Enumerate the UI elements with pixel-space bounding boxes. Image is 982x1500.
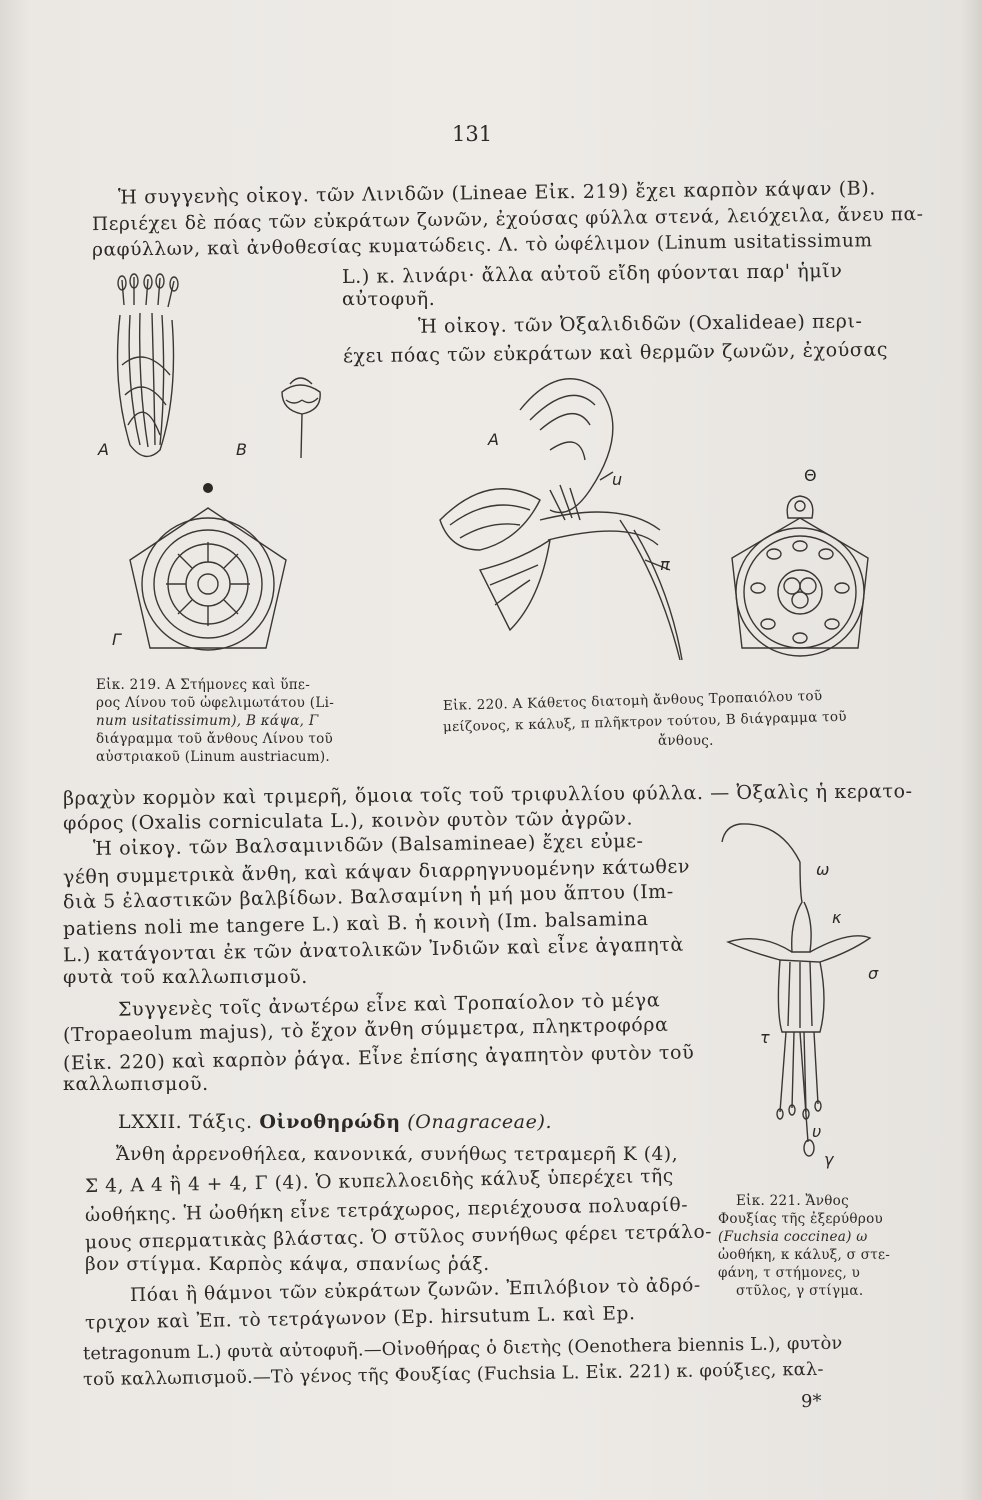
caption-line: Εἰκ. 219. Α Στήμονες καὶ ὕπε-: [96, 677, 311, 693]
figure-label: υ: [812, 1122, 822, 1141]
figure-label: π: [660, 555, 670, 574]
page-number: 131: [452, 122, 493, 146]
floral-diagram-tropaeolum: [728, 488, 888, 688]
caption-line: ἄνθους.: [658, 733, 714, 749]
text-line: ραφύλλων, καὶ ἀνθοθεσίας κυματώδεις. Λ. τὸ ὠφέλιμον (Linum usitatissimum: [91, 230, 873, 261]
caption-line: αὐστριακοῦ (Linum austriacum).: [96, 749, 330, 765]
caption-line: Φουξίας τῆς ἐξερύθρου: [718, 1211, 884, 1227]
figure-label: Α: [488, 430, 499, 449]
figure-label: τ: [760, 1028, 770, 1047]
text-line: ὠοθήκης. Ἡ ὠοθήκη εἶνε τετράχωρος, περιέχουσα πολυαρίθ-: [84, 1194, 689, 1227]
text-line: φυτὰ τοῦ καλλωπισμοῦ.: [63, 966, 308, 988]
section-number: LXXII. Τάξις.: [118, 1111, 253, 1133]
caption-line: Εἰκ. 220. Α Κάθετος διατομὴ ἄνθους Τροπαιόλου τοῦ: [442, 688, 823, 714]
text-line: Ἄνθη ἀρρενοθήλεα, κανονικά, συνήθως τετραμερῆ Κ (4),: [116, 1144, 679, 1165]
caption-line: στῦλος, γ στίγμα.: [736, 1283, 864, 1299]
text-line: Περιέχει δὲ πόας τῶν εὐκράτων ζωνῶν, ἐχούσας φύλλα στενά, λειόχειλα, ἄνευ πα-: [91, 203, 924, 236]
signature-mark: 9*: [801, 1391, 822, 1412]
text-line: Ἡ οἰκογ. τῶν Ὀξαλιδιδῶν (Oxalideae) περι-: [417, 310, 863, 338]
figure-label: σ: [868, 964, 879, 983]
figure-label: u: [612, 470, 623, 489]
figure-label: Α: [98, 440, 109, 459]
text-line: patiens noli me tangere L.) καὶ Β. ἡ κοινὴ (Im. balsamina: [62, 907, 649, 941]
text-line: tetragonum L.) φυτὰ αὐτοφυῆ.—Οἰνοθήρας ὁ διετὴς (Oenothera biennis L.), φυτὸν: [82, 1332, 843, 1365]
text-line: Ἡ οἰκογ. τῶν Βαλσαμινιδῶν (Balsamineae) ἔχει εὐμε-: [92, 830, 644, 860]
caption-line: φάνη, τ στήμονες, υ: [718, 1265, 861, 1281]
section-heading: [118, 1110, 552, 1134]
text-line: αὐτοφυῆ.: [342, 288, 436, 310]
section-title: Οἰνοθηρώδη: [259, 1111, 401, 1133]
figure-label: γ: [824, 1150, 834, 1169]
text-line: καλλωπισμοῦ.: [63, 1073, 209, 1095]
caption-line: ρος Λίνου τοῦ ὠφελιμωτάτου (Li-: [96, 695, 335, 711]
text-line: τριχον καὶ Ἐπ. τὸ τετράγωνον (Ep. hirsutum L. καὶ Ep.: [84, 1303, 636, 1334]
stamens-illustration: [100, 275, 200, 475]
text-line: γέθη συμμετρικὰ ἄνθη, καὶ κάψαν διαρρηγνυομένην κάτωθεν: [62, 855, 691, 889]
caption-line: μείζονος, κ κάλυξ, π πλῆκτρον τούτου, Β διάγραμμα τοῦ: [442, 708, 848, 736]
caption-line: διάγραμμα τοῦ ἄνθους Λίνου τοῦ: [96, 731, 334, 747]
text-line: Πόαι ἢ θάμνοι τῶν εὐκράτων ζωνῶν. Ἐπιλόβιον τὸ ἀδρό-: [129, 1275, 701, 1306]
caption-line: (Fuchsia coccinea) ω: [718, 1229, 868, 1245]
figure-label: Θ: [804, 466, 817, 485]
caption-line: ὠοθήκη, κ κάλυξ, σ στε-: [718, 1247, 891, 1263]
text-line: (Εἰκ. 220) καὶ καρπὸν ῥάγα. Εἶνε ἐπίσης ἀγαπητὸν φυτὸν τοῦ: [62, 1041, 695, 1075]
text-line: μους σπερματικὰς βλάστας. Ὁ στῦλος συνήθως φέρει τετράλο-: [84, 1221, 713, 1254]
text-line: Ἡ συγγενὴς οἰκογ. τῶν Λινιδῶν (Lineae Εἰκ. 219) ἔχει καρπὸν κάψαν (Β).: [117, 177, 877, 209]
text-line: Σ 4, Α 4 ἢ 4 + 4, Γ (4). Ὁ κυπελλοειδὴς κάλυξ ὑπερέχει τῆς: [84, 1165, 674, 1198]
text-line: διὰ 5 ἐλαστικῶν βαλβίδων. Βαλσαμίνη ἡ μή μου ἅπτου (Im-: [62, 880, 675, 914]
caption-line: num usitatissimum), Β κάψα, Γ: [96, 713, 319, 729]
figure-label: ω: [816, 860, 830, 879]
capsule-illustration: [272, 370, 332, 460]
text-line: Συγγενὲς τοῖς ἀνωτέρω εἶνε καὶ Τροπαίολον τὸ μέγα: [117, 989, 661, 1021]
fuchsia-flower-illustration: [720, 812, 890, 1162]
text-line: τοῦ καλλωπισμοῦ.—Τὸ γένος τῆς Φουξίας (Fuchsia L. Εἰκ. 221) κ. φούξιες, καλ-: [82, 1358, 824, 1391]
text-line: έχει πόας τῶν εὐκράτων καὶ θερμῶν ζωνῶν, ἐχούσας: [342, 338, 889, 368]
text-line: βραχὺν κορμὸν καὶ τριμερῆ, ὅμοια τοῖς τοῦ τριφυλλίου φύλλα. — Ὀξαλὶς ἡ κερατο-: [62, 780, 913, 810]
figure-label: Γ: [112, 630, 121, 649]
floral-diagram-linum: [106, 480, 306, 670]
text-line: (Tropaeolum majus), τὸ ἔχον ἄνθη σύμμετρα, πληκτροφόρα: [62, 1013, 669, 1047]
figure-label: κ: [832, 908, 842, 927]
section-latin-name: (Onagraceae).: [407, 1111, 553, 1133]
text-line: φόρος (Oxalis corniculata L.), κοινὸν φυτὸν τῶν ἀγρῶν.: [62, 807, 634, 835]
figure-label: Β: [236, 440, 247, 459]
tropaeolum-section-illustration: [420, 370, 720, 680]
text-line: βον στίγμα. Καρπὸς κάψα, σπανίως ῥάξ.: [85, 1254, 490, 1275]
caption-line: Εἰκ. 221. Ἄνθος: [736, 1193, 849, 1209]
text-line: L.) κατάγονται ἐκ τῶν ἀνατολικῶν Ἰνδιῶν καὶ εἶνε ἀγαπητὰ: [62, 933, 684, 967]
text-line: L.) κ. λινάρι· ἄλλα αὐτοῦ εἴδη φύονται παρ' ἡμῖν: [341, 259, 843, 289]
